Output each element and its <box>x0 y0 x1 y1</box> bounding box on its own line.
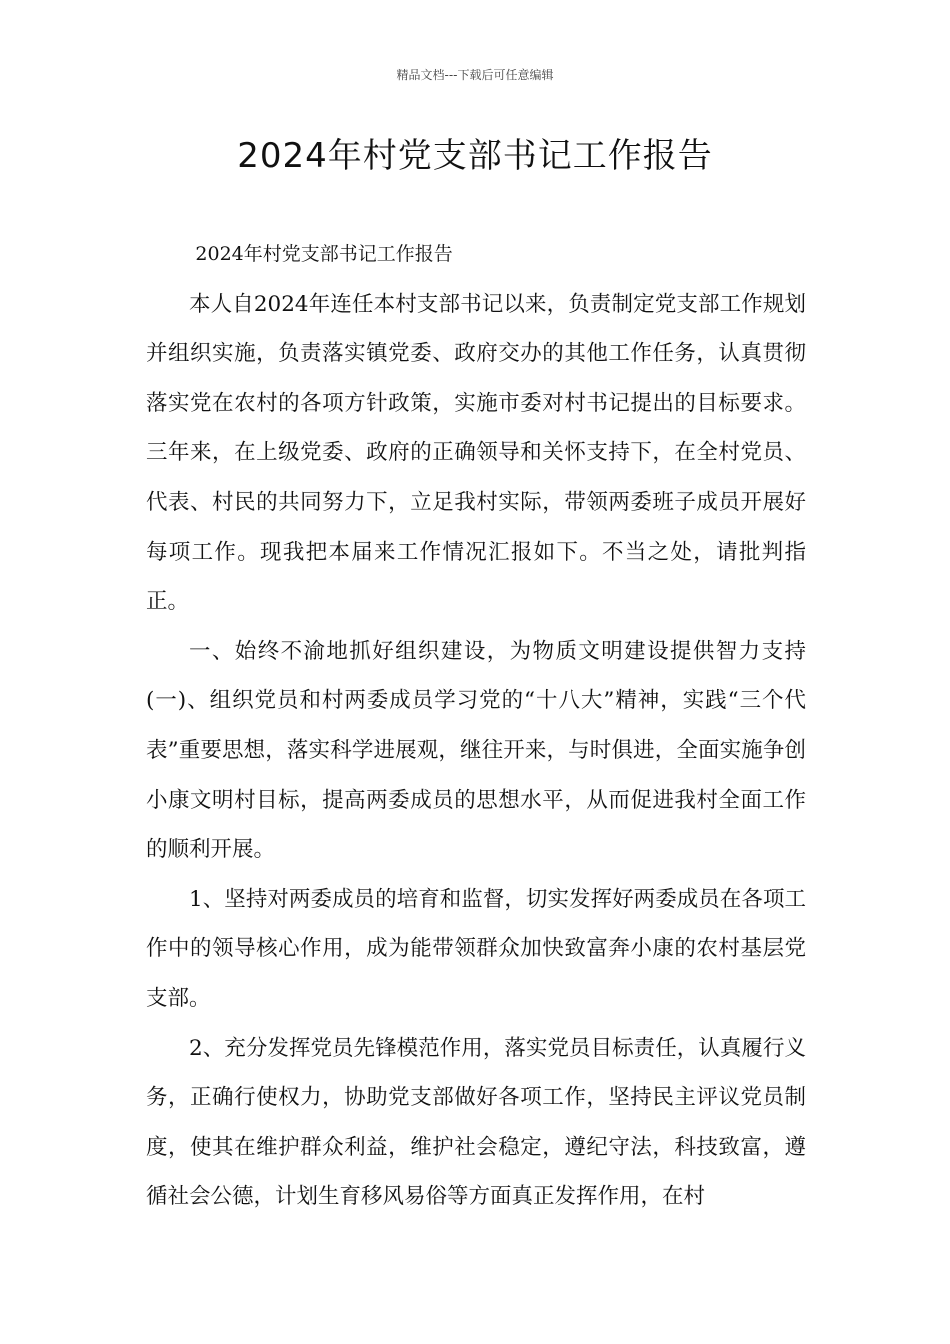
header-note: 精品文档---下载后可任意编辑 <box>396 68 554 82</box>
paragraph: 1、坚持对两委成员的培育和监督，切实发挥好两委成员在各项工作中的领导核心作用，成为能带领群众加快致富奔小康的农村基层党支部。 <box>146 886 806 1011</box>
paragraph-subtitle: 2024年村党支部书记工作报告 <box>195 243 453 265</box>
document-body <box>146 230 806 1222</box>
paragraph: 2、充分发挥党员先锋模范作用，落实党员目标责任，认真履行义务，正确行使权力，协助党支部做好各项工作，坚持民主评议党员制度，使其在维护群众利益，维护社会稳定，遵纪守法，科技致富，遵循社会公德，计划生育移风易俗等方面真正发挥作用，在村 <box>146 1035 806 1210</box>
document-title: 2024年村党支部书记工作报告 <box>237 136 713 176</box>
paragraph: 一、始终不渝地抓好组织建设，为物质文明建设提供智力支持(一)、组织党员和村两委成员学习党的“十八大”精神，实践“三个代表”重要思想，落实科学进展观，继往开来，与时俱进，全面实施争创小康文明村目标，提高两委成员的思想水平，从而促进我村全面工作的顺利开展。 <box>146 638 806 863</box>
paragraph: 本人自2024年连任本村支部书记以来，负责制定党支部工作规划并组织实施，负责落实镇党委、政府交办的其他工作任务，认真贯彻落实党在农村的各项方针政策，实施市委对村书记提出的目标要求。三年来，在上级党委、政府的正确领导和关怀支持下，在全村党员、代表、村民的共同努力下，立足我村实际，带领两委班子成员开展好每项工作。现我把本届来工作情况汇报如下。不当之处，请批判指正。 <box>146 291 806 615</box>
